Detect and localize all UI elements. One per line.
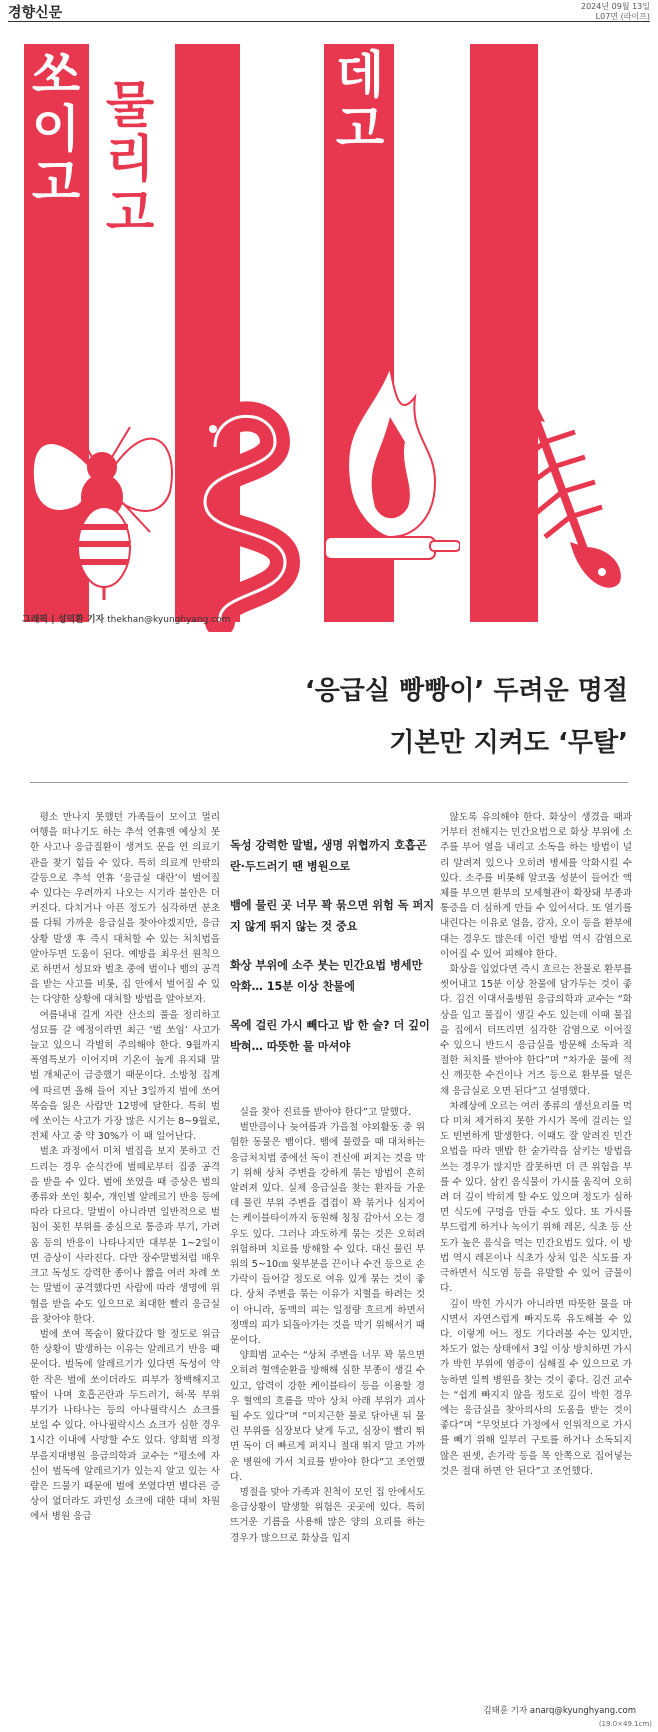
subheads (230, 835, 435, 1075)
date-line: 2024년 09월 13일 (581, 2, 650, 11)
art-text-col4: 걸 리 면 ? (483, 60, 533, 280)
article-col-1: 평소 만나지 못했던 가족들이 모이고 멀리 여행을 떠나기도 하는 추석 연휴엔 예상치 못한 사고나 응급질환이 생겨도 문을 연 의료기관을 찾기 힘들 수 있다. 특히 의료계 안팎의 갈등으로 추석 연휴 ‘응급실 대란’이 벌어질 수 있다는 우려까지 나오는 시기라 불안은 더 커진다. 다치거나 아픈 정도가 심각하면 분초를 다퉈 가까운 응급실을 찾아야겠지만, 응급상황 발생 후 즉시 대처할 수 있는 처치법을 알아두면 도움이 된다. 예방을 최우선 원칙으로 하면서 성묘와 벌초 중에 벌이나 뱀의 공격을 받는 사고를 비롯, 집 안에서 벌어질 수 있는 다양한 상황에 대처할 방법을 알아보자. 여름내내 길게 자란 산소의 풀을 정리하고 성묘를 갈 예정이라면 최근 ‘벌 쏘임’ 사고가 늘고 있으니 각별히 주의해야 한다. 9월까지 폭염특보가 이어지며 기온이 높게 유지돼 말벌 개체군이 급증했기 때문이다. 소방청 집계에 따르면 올해 들어 지난 3일까지 벌에 쏘여 목숨을 잃은 사람만 12명에 달한다. 특히 벌에 쏘이는 사고가 가장 많은 시기는 8~9월로, 전체 사고 중 약 30%가 이 때 일어난다. 벌초 과정에서 미처 벌집을 보지 못하고 건드리는 경우 순식간에 벌떼로부터 집중 공격을 받을 수 있다. 벌에 쏘였을 때 증상은 벌의 종류와 쏘인 횟수, 개인별 알레르기 반응 등에 따라 다르다. 말벌이 아니라면 일반적으로 벌침이 꽂힌 부위를 중심으로 통증과 부기, 가려움 등의 반응이 나타나지만 대부분 1~2일이면 증상이 사라진다. 다만 장수말벌처럼 매우 크고 독성도 강력한 종이나 짧을 여러 차례 쏘는 말벌이 공격했다면 사람에 따라 생명에 위협을 받을 수도 있으므로 최대한 빨리 응급실을 찾아야 한다. 벌에 쏘여 목숨이 왔다갔다 할 정도로 위급한 상황이 발생하는 이유는 알레르기 반응 때문이다. 벌독에 알레르기가 있다면 독성이 약한 작은 벌에 쏘이더라도 피부가 창백해지고 땀이 나며 호흡곤란과 두드러기, 혀·목 부위 부기가 나타나는 등의 아나필락시스 쇼크를 보일 수 있다. 아나필락시스 쇼크가 심한 경우 1시간 이내에 사망할 수도 있다. 양희범 의정부을지대병원 응급의학과 교수는 “평소에 자신이 벌독에 알레르기가 있는지 알고 있는 사람은 드물기 때문에 벌에 쏘였다면 별다른 증상이 없더라도 과민성 쇼크에 대한 대비 차원에서 병원 응급 (30, 812, 220, 1523)
headline (68, 665, 628, 769)
subhead-4: 목에 걸린 가시 빼다고 밥 한 술? 더 깊이 박혀… 따뜻한 물 마셔야 (230, 1019, 430, 1053)
masthead: 경향신문 (8, 5, 63, 21)
headline-rule (30, 782, 628, 783)
art-text-col1: 쏘 이 고 (31, 46, 81, 212)
art-text-col3: 데 고 (335, 46, 385, 158)
snake-icon (175, 387, 315, 632)
illustration (0, 22, 658, 622)
headline-line2: 기본만 지켜도 ‘무탈’ (389, 728, 628, 758)
dateline (450, 2, 650, 22)
byline: 김태훈 기자 anarq@kyunghyang.com (483, 1706, 636, 1716)
bee-icon (20, 382, 180, 602)
graphic-credit: 그래픽 | 성덕환 기자 thekhan@kyunghyang.com (22, 615, 231, 625)
article-col-2: 실을 찾아 진료를 받아야 한다”고 말했다. 벌만큼이나 늦여름과 가을철 야외활동 중 위험한 동물은 뱀이다. 뱀에 물렸을 때 대처하는 응급처치법 중에선 독이 전신에 퍼지는 것을 막기 위해 상처 주변을 강하게 묶는 방법이 흔히 알려져 있다. 실제 응급실을 찾는 환자들 가운데 물린 부위 주변을 겹겹이 꽉 묶거나 심지어는 케이블타이까지 동원해 칭칭 감아서 오는 경우도 있다. 그러나 과도하게 묶는 것은 오히려 위험하며 치료를 방해할 수 있다. 대신 물린 부위의 5~10㎝ 윗부분을 끈이나 수건 등으로 손가락이 들어갈 정도로 여유 있게 묶는 것이 좋다. 상처 주변을 묶는 이유가 지혈을 하려는 것이 아니라, 동맥의 피는 일정량 흐르게 하면서 정맥의 피가 되돌아가는 것을 막기 위해서기 때문이다. 양희범 교수는 “상처 주변을 너무 꽉 묶으면 오히려 혈액순환을 방해해 심한 부종이 생길 수 있고, 압력이 강한 케이블타이 등을 이용할 경우 혈액의 흐름을 막아 상처 아래 부위가 괴사될 수도 있다”며 “미지근한 물로 닦아낸 뒤 물린 부위를 심장보다 낮게 두고, 심장이 빨리 뛰면 독이 더 빠르게 퍼지니 절대 뛰지 말고 가까운 병원에 가서 치료를 받아야 한다”고 조언했다. 명절을 맞아 가족과 친척이 모인 집 안에서도 응급상황이 발생할 위험은 곳곳에 있다. 특히 뜨거운 기름을 사용해 많은 양의 요리를 하는 경우가 많으므로 화상을 입지 (230, 1107, 425, 1544)
fish-bone-icon (490, 382, 630, 602)
fire-pan-icon (320, 357, 460, 587)
article-col-3: 않도록 유의해야 한다. 화상이 생겼을 때과거부터 전해지는 민간요법으로 화상 부위에 소주를 부어 열을 내리고 소독을 하는 방법이 널리 알려져 있으나 오히려 병세를 악화시킬 수 있다. 소주를 비롯해 알코올 성분이 들어간 액체를 부으면 환부의 모세혈관이 확장돼 부종과 통증을 더 심하게 만들 수 있어서다. 또 열기를 내린다는 이유로 얼음, 감자, 오이 등을 환부에 대는 경우도 많은데 이런 방법 역시 감염으로 이어질 수 있어 피해야 한다. 화상을 입었다면 즉시 흐르는 찬물로 환부를 씻어내고 15분 이상 찬물에 담가두는 것이 좋다. 김건 이대서울병원 응급의학과 교수는 “화상을 입고 물집이 생길 수도 있는데 이때 물집을 집에서 터뜨리면 심각한 감염으로 이어질 수 있으니 반드시 응급실을 방문해 소독과 적절한 처치를 받아야 한다”며 “차가운 물에 적신 깨끗한 수건이나 거즈 등으로 환부를 덮은 채 응급실로 오면 된다”고 설명했다. 차례상에 오르는 여러 종류의 생선요리를 먹다 미처 제거하지 못한 가시가 목에 걸리는 일도 빈번하게 발생한다. 이때도 잘 알려진 민간요법을 따라 맨밥 한 숟가락을 삼키는 방법을 쓰는 경우가 많지만 잘못하면 더 큰 위험을 부를 수 있다. 삼킨 음식물이 가시를 움직여 오히려 더 깊이 박히게 할 수도 있으며 정도가 심하면 식도에 구멍을 만들 수도 있다. 또 가시를 부드럽게 하거나 녹이기 위해 레몬, 식초 등 산도가 높은 음식을 먹는 민간요법도 있다. 이 방법 역시 레몬이나 식초가 상처 입은 식도를 자극하면서 식도염 등을 유발할 수 있어 금물이다. 깊이 박힌 가시가 아니라면 따뜻한 물을 마시면서 자연스럽게 빠지도록 유도해볼 수 있다. 이렇게 어느 정도 기다려볼 수는 있지만, 차도가 없는 상태에서 3일 이상 방치하면 가시가 박힌 부위에 염증이 심해질 수 있으므로 가능하면 일찍 병원을 찾는 것이 좋다. 김건 교수는 “쉽게 빠지지 않을 정도로 깊이 박힌 경우에는 응급실을 찾아의사의 도움을 받는 것이 좋다”며 “무엇보다 가정에서 인위적으로 가시를 빼기 위해 일부러 구토를 하거나 소독되지 않은 핀셋, 손가락 등을 목 안쪽으로 집어넣는 것은 절대 하면 안 된다”고 조언했다. (440, 812, 632, 1477)
subhead-2: 뱀에 물린 곳 너무 꽉 묶으면 위험 독 퍼지지 않게 뛰지 않는 것 중요 (230, 899, 435, 933)
page-footnote: (19.0×49.1cm) (598, 1720, 652, 1728)
art-text-col2: 물 리 고 (105, 76, 155, 242)
headline-line1: ‘응급실 빵빵이’ 두려운 명절 (304, 676, 628, 706)
page-line: L07면 (라이프) (595, 12, 650, 21)
subhead-1: 독성 강력한 말벌, 생명 위협까지 호흡곤란·두드러기 땐 병원으로 (230, 839, 427, 873)
subhead-3: 화상 부위에 소주 붓는 민간요법 병세만 악화… 15분 이상 찬물에 (230, 959, 423, 993)
